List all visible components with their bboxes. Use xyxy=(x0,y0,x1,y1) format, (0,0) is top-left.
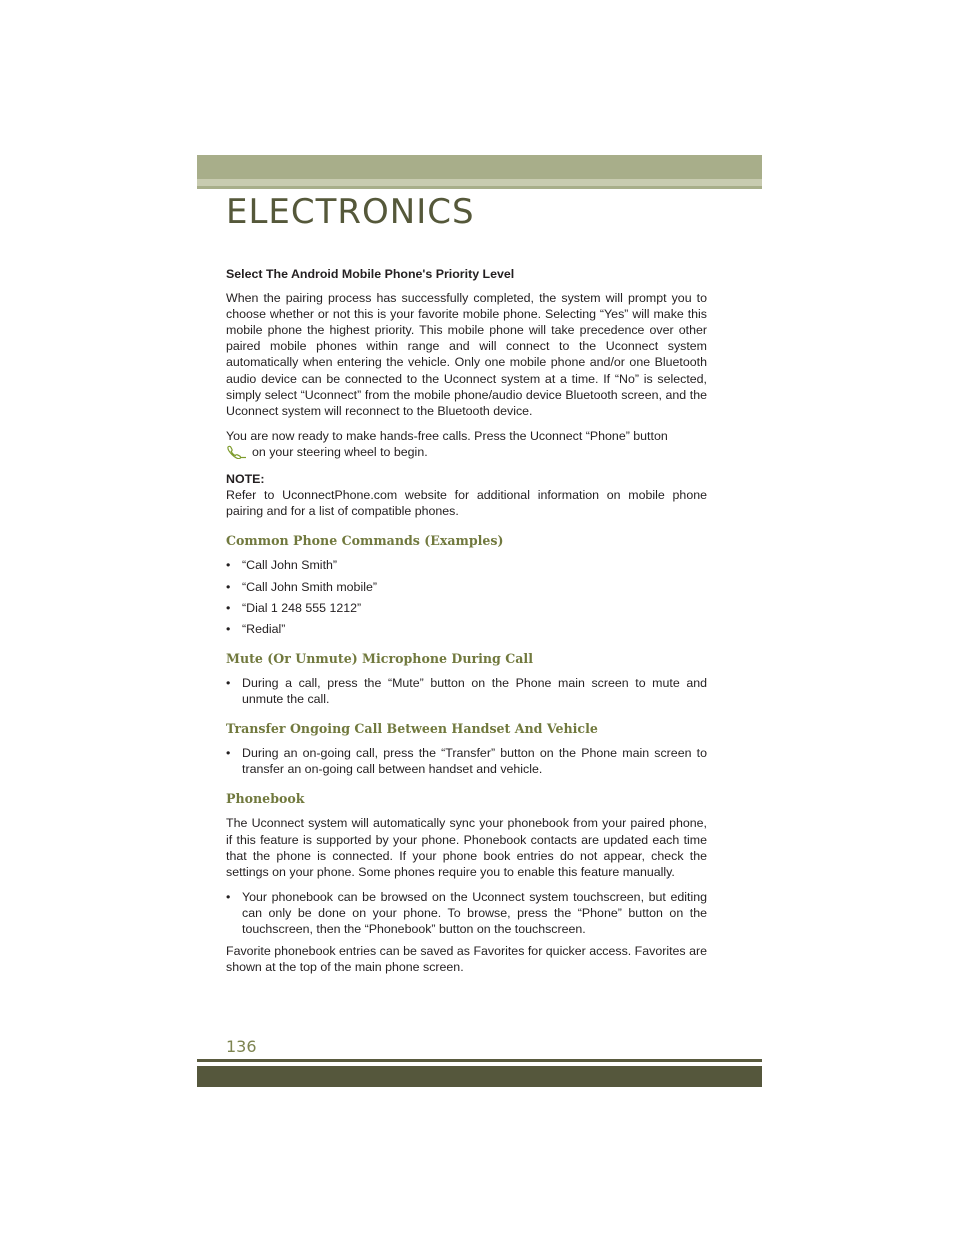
phonebook-heading: Phonebook xyxy=(226,791,305,807)
bullet: • xyxy=(226,621,231,636)
transfer-list xyxy=(226,745,707,777)
hands-free-text: You are now ready to make hands-free calls. Press the Uconnect “Phone” button xyxy=(226,428,668,443)
phone-icon xyxy=(226,445,246,459)
note-label: NOTE: xyxy=(226,472,265,487)
note-text: Refer to UconnectPhone.com website for additional information on mobile phone pairing and for a list of compatible phones. xyxy=(226,488,707,519)
bullet: • xyxy=(226,675,231,690)
page-content xyxy=(226,266,707,984)
mute-list xyxy=(226,675,707,707)
footer-band xyxy=(197,1066,762,1087)
priority-heading: Select The Android Mobile Phone's Priority Level xyxy=(226,267,515,281)
bullet: • xyxy=(226,746,231,761)
header-band xyxy=(197,155,762,179)
phonebook-paragraph: The Uconnect system will automatically sync your phonebook from your paired phone, if this feature is supported by your phone. Phonebook contacts are updated each time that the phone is connected. If your phone book entries do not appear, check the settings on your phone. Some phones require you to enable this feature manually. xyxy=(226,816,707,879)
list-item: • During an on-going call, press the “Transfer” button on the Phone main screen to transfer an on-going call between handset and vehicle. xyxy=(226,746,707,777)
list-item: • During a call, press the “Mute” button on the Phone main screen to mute and unmute the call. xyxy=(226,675,707,706)
page-number: 136 xyxy=(226,1037,257,1056)
header-band-line xyxy=(197,186,762,189)
section-title: ELECTRONICS xyxy=(226,192,475,232)
list-item: • “Redial” xyxy=(226,621,286,636)
mute-heading: Mute (Or Unmute) Microphone During Call xyxy=(226,650,533,666)
list-item: • “Call John Smith” xyxy=(226,558,338,573)
priority-paragraph: When the pairing process has successfully completed, the system will prompt you to choose whether or not this is your favorite mobile phone. Selecting “Yes” will make this mobile phone the highest priority. This mobile phone will take precedence over other paired mobile phones within range and will connect to the Uconnect system automatically when entering the vehicle. Only one mobile phone and/or one Bluetooth audio device can be connected to the Uconnect system at a time. If “No” is selected, simply select “Uconnect” from the mobile phone/audio device Bluetooth screen, and the Uconnect system will reconnect to the Bluetooth device. xyxy=(226,291,707,418)
favorites-paragraph: Favorite phonebook entries can be saved as Favorites for quicker access. Favorites are shown at the top of the main phone screen. xyxy=(226,944,707,975)
commands-heading: Common Phone Commands (Examples) xyxy=(226,533,504,549)
phone-line xyxy=(226,444,707,460)
commands-list xyxy=(226,557,707,636)
bullet: • xyxy=(226,889,231,904)
bullet: • xyxy=(226,579,231,594)
bullet: • xyxy=(226,558,231,573)
header-band-stripe xyxy=(197,179,762,186)
phonebook-list xyxy=(226,889,707,937)
transfer-heading: Transfer Ongoing Call Between Handset And Vehicle xyxy=(226,721,598,737)
list-item: • Your phonebook can be browsed on the Uconnect system touchscreen, but editing can only be done on your phone. To browse, press the “Phone” button on the touchscreen, then the “Phonebook” button on the touchscreen. xyxy=(226,889,707,936)
hands-free-paragraph xyxy=(226,428,707,460)
bullet: • xyxy=(226,600,231,615)
list-item: • “Call John Smith mobile” xyxy=(226,579,377,594)
hands-free-text-cont: on your steering wheel to begin. xyxy=(252,444,428,459)
list-item: • “Dial 1 248 555 1212” xyxy=(226,600,362,615)
